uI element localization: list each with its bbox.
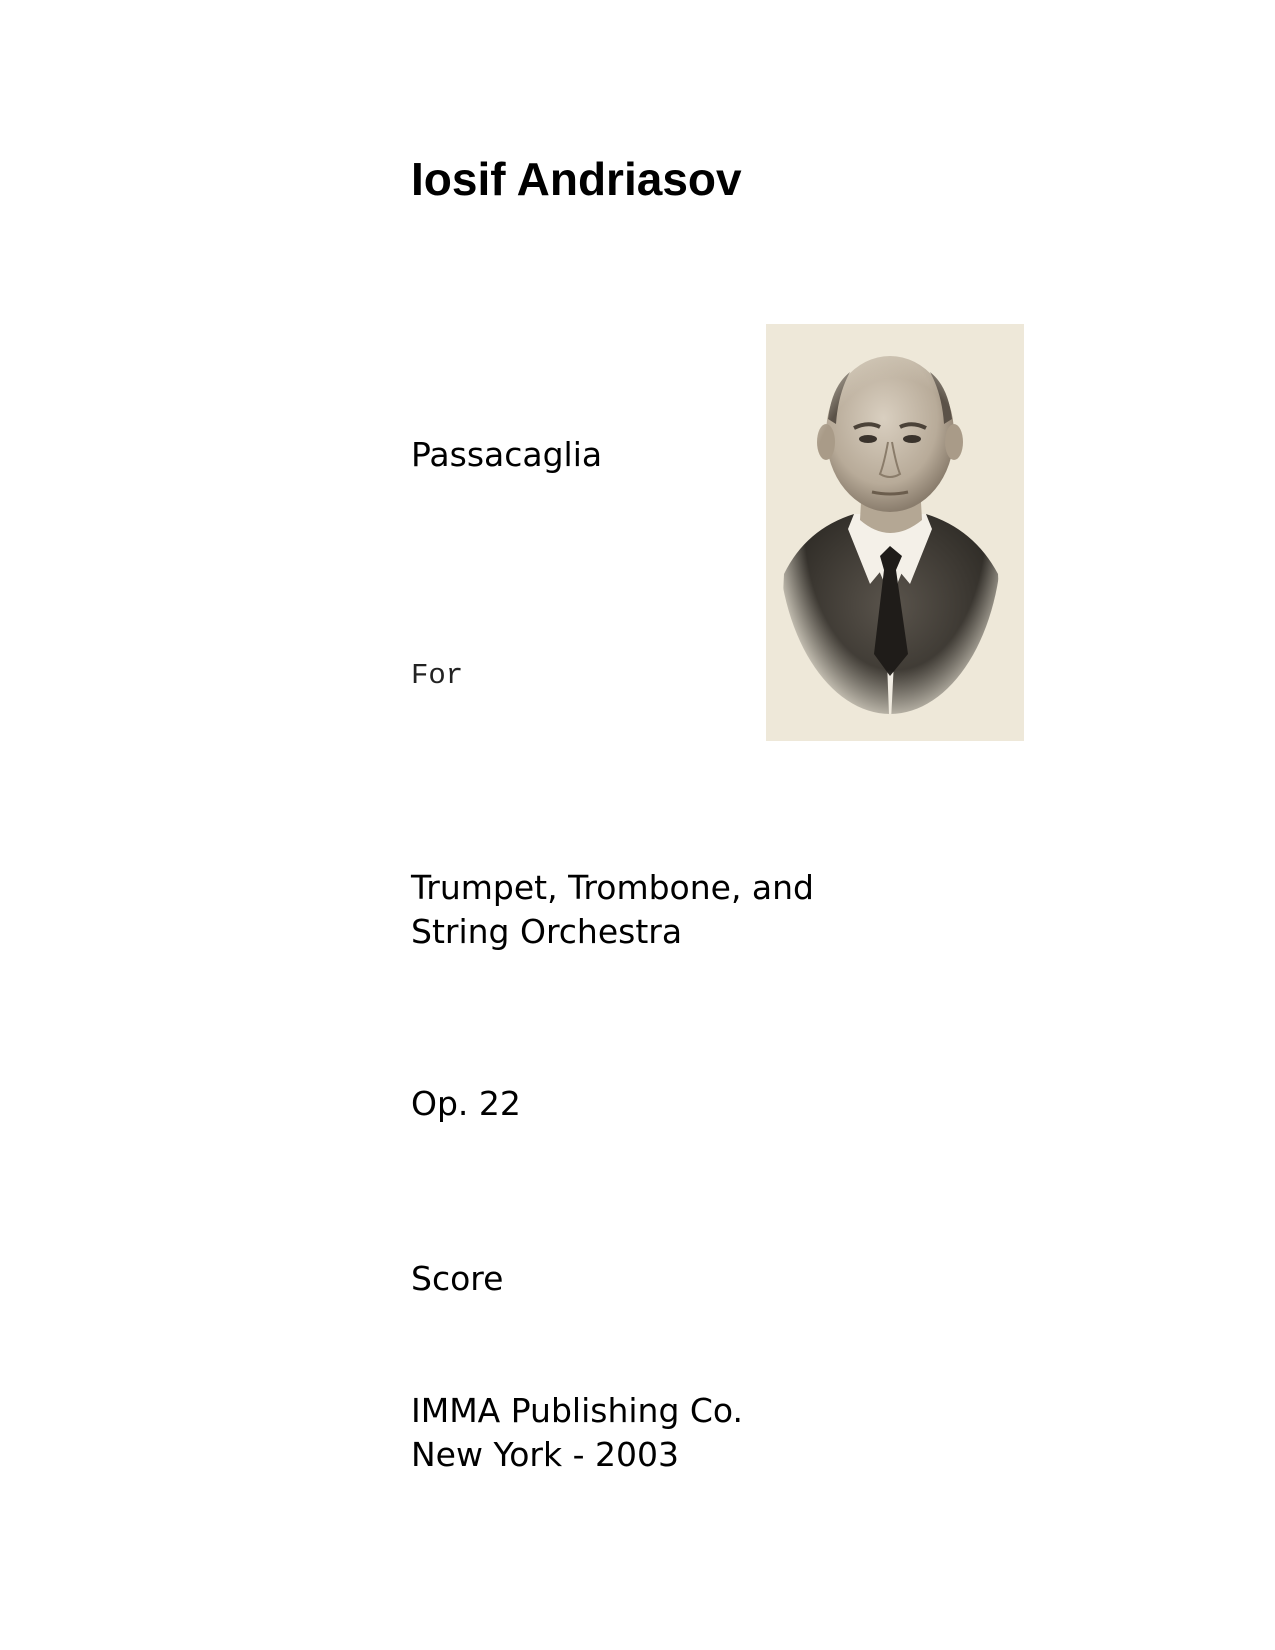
instrumentation-line-1: Trumpet, Trombone, and: [411, 868, 815, 907]
opus-number: Op. 22: [411, 1084, 521, 1123]
edition-type: Score: [411, 1259, 504, 1298]
composer-portrait: [766, 324, 1024, 741]
publisher-block: [411, 1389, 743, 1477]
instrumentation-line-2: String Orchestra: [411, 912, 683, 951]
for-label: For: [411, 659, 464, 692]
publisher-name: IMMA Publishing Co.: [411, 1391, 744, 1430]
portrait-photo-icon: [766, 324, 1024, 741]
publisher-place-year: New York - 2003: [411, 1435, 679, 1474]
work-title: Passacaglia: [411, 435, 603, 474]
instrumentation: [411, 866, 814, 954]
composer-name: Iosif Andriasov: [411, 153, 742, 205]
